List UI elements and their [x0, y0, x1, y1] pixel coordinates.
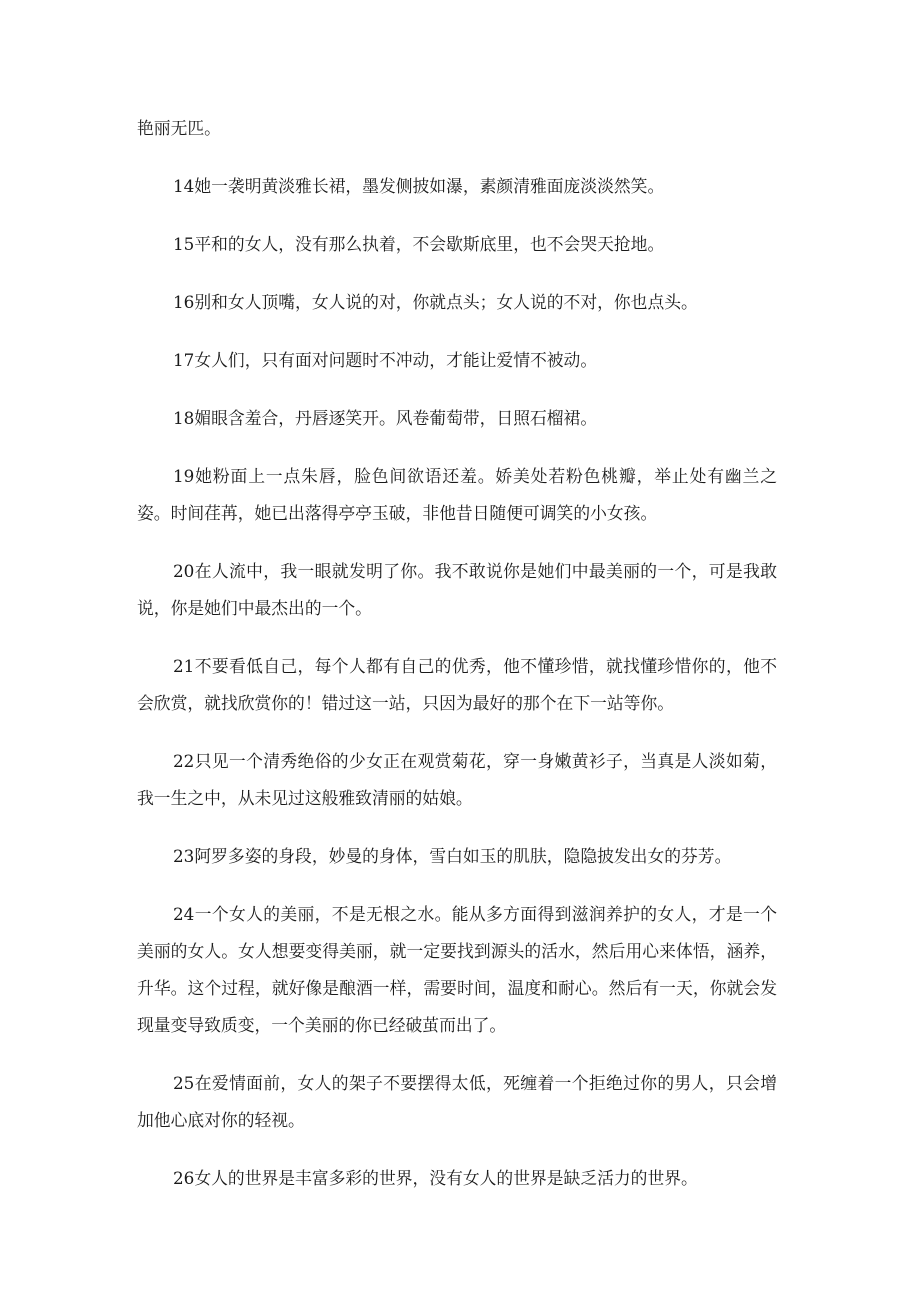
paragraph-15: 15平和的女人，没有那么执着，不会歇斯底里，也不会哭天抢地。: [173, 234, 665, 254]
document-body: [137, 110, 777, 1218]
paragraph-25: 25在爱情面前，女人的架子不要摆得太低，死缠着一个拒绝过你的男人，只会增加他心底对你的轻视。: [137, 1073, 777, 1130]
paragraph-24: 24一个女人的美丽，不是无根之水。能从多方面得到滋润养护的女人，才是一个美丽的女人。女人想要变得美丽，就一定要找到源头的活水，然后用心来体悟，涵养，升华。这个过程，就好像是酿酒一样，需要时间，温度和耐心。然后有一天，你就会发现量变导致质变，一个美丽的你已经破茧而出了。: [137, 904, 777, 1035]
paragraph-17: 17女人们，只有面对问题时不冲动，才能让爱情不被动。: [173, 350, 598, 370]
paragraph-19: 19她粉面上一点朱唇，脸色间欲语还羞。娇美处若粉色桃瓣，举止处有幽兰之姿。时间荏苒，她已出落得亭亭玉破，非他昔日随便可调笑的小女孩。: [137, 466, 777, 523]
paragraph-20: 20在人流中，我一眼就发明了你。我不敢说你是她们中最美丽的一个，可是我敢说，你是她们中最杰出的一个。: [137, 561, 777, 618]
paragraph-26: 26女人的世界是丰富多彩的世界，没有女人的世界是缺乏活力的世界。: [173, 1168, 698, 1188]
paragraph-23: 23阿罗多姿的身段，妙曼的身体，雪白如玉的肌肤，隐隐披发出女的芬芳。: [173, 846, 732, 866]
paragraph-22: 22只见一个清秀绝俗的少女正在观赏菊花，穿一身嫩黄衫子，当真是人淡如菊，我一生之中，从未见过这般雅致清丽的姑娘。: [137, 751, 777, 808]
paragraph-16: 16别和女人顶嘴，女人说的对，你就点头；女人说的不对，你也点头。: [173, 292, 698, 312]
paragraph-21: 21不要看低自己，每个人都有自己的优秀，他不懂珍惜，就找懂珍惜你的，他不会欣赏，就找欣赏你的！错过这一站，只因为最好的那个在下一站等你。: [137, 656, 777, 713]
paragraph-18: 18媚眼含羞合，丹唇逐笑开。风卷葡萄带，日照石榴裙。: [173, 408, 598, 428]
paragraph-continuation: 艳丽无匹。: [137, 118, 221, 138]
paragraph-14: 14她一袭明黄淡雅长裙，墨发侧披如瀑，素颜清雅面庞淡淡然笑。: [173, 176, 665, 196]
